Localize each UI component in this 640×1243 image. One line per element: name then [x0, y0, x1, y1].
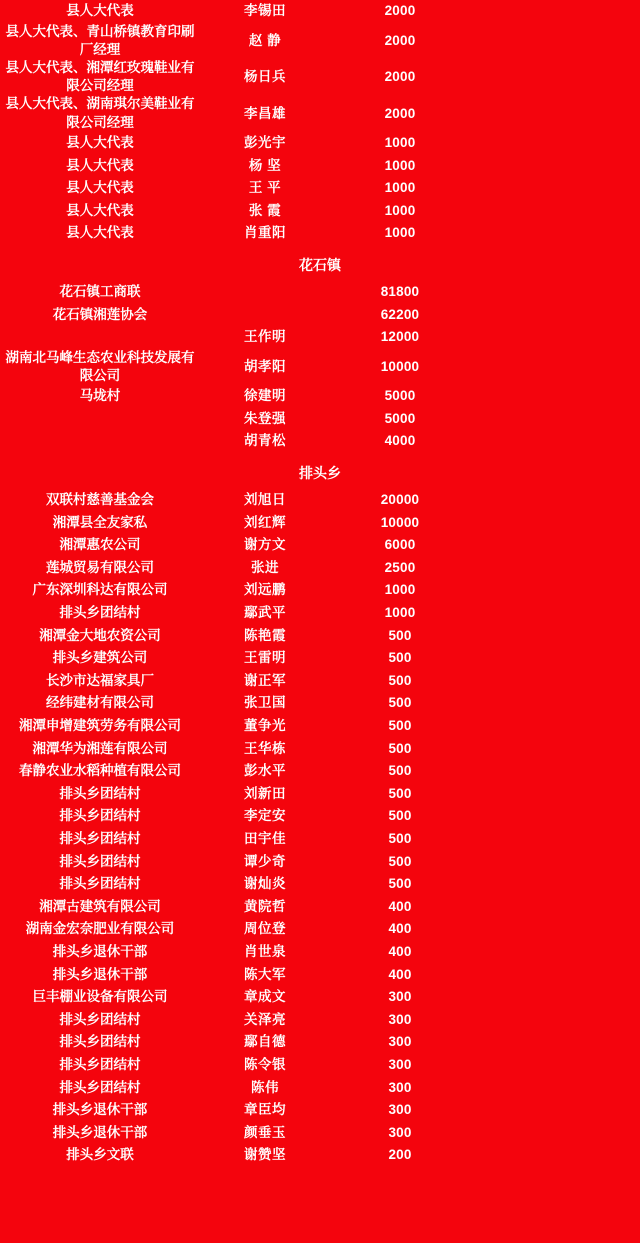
row-trailing-space [470, 281, 640, 304]
donor-organization: 排头乡建筑公司 [52, 650, 148, 666]
table-row [0, 430, 640, 453]
row-trailing-space [470, 303, 640, 326]
donor-name: 王雷明 [244, 650, 286, 666]
donation-amount: 300 [388, 989, 412, 1005]
donor-organization: 县人大代表 [66, 225, 134, 241]
donor-name: 胡孝阳 [244, 358, 286, 374]
donation-amount: 10000 [380, 358, 420, 374]
donor-organization: 排头乡团结村 [59, 605, 141, 621]
table-row [0, 95, 640, 131]
donation-amount: 2000 [384, 3, 416, 19]
donation-amount: 200 [388, 1147, 412, 1163]
donation-amount: 500 [388, 853, 412, 869]
table-row [0, 1031, 640, 1054]
row-trailing-space [470, 385, 640, 408]
row-trailing-space [470, 0, 640, 23]
table-row [0, 557, 640, 580]
row-trailing-space [470, 222, 640, 245]
row-trailing-space [470, 326, 640, 349]
donation-amount: 81800 [380, 284, 420, 300]
donation-amount: 500 [388, 876, 412, 892]
donor-organization: 春静农业水稻种植有限公司 [19, 763, 181, 779]
donor-name: 谭少奇 [244, 853, 286, 869]
table-row [0, 737, 640, 760]
table-row [0, 1054, 640, 1077]
donor-name: 田宇佳 [244, 830, 286, 846]
row-trailing-space [470, 489, 640, 512]
row-trailing-space [470, 647, 640, 670]
donation-amount: 1000 [384, 225, 416, 241]
table-row [0, 918, 640, 941]
section-title: 花石镇 [299, 257, 341, 274]
donor-name: 刘新田 [244, 785, 286, 801]
donor-organization [0, 408, 200, 431]
row-trailing-space [470, 579, 640, 602]
donor-organization: 排头乡团结村 [59, 1079, 141, 1095]
donor-name: 刘远鹏 [244, 582, 286, 598]
table-row [0, 624, 640, 647]
table-row [0, 0, 640, 23]
donor-organization: 排头乡退休干部 [52, 1102, 148, 1118]
row-trailing-space [470, 602, 640, 625]
donation-amount: 1000 [384, 157, 416, 173]
donor-name: 胡青松 [244, 433, 286, 449]
row-trailing-space [470, 873, 640, 896]
donor-organization [0, 430, 200, 453]
row-trailing-space [470, 986, 640, 1009]
donor-organization: 排头乡团结村 [59, 1034, 141, 1050]
donor-name: 肖世泉 [244, 943, 286, 959]
donor-name: 刘旭日 [244, 492, 286, 508]
donor-name: 彭光宇 [244, 135, 286, 151]
table-row [0, 670, 640, 693]
row-trailing-space [470, 715, 640, 738]
row-trailing-space [470, 1099, 640, 1122]
donor-organization: 县人大代表 [66, 135, 134, 151]
row-trailing-space [470, 430, 640, 453]
row-trailing-space [470, 692, 640, 715]
donation-amount: 400 [388, 921, 412, 937]
row-trailing-space [470, 408, 640, 431]
table-row [0, 385, 640, 408]
donor-name: 陈艳霞 [244, 627, 286, 643]
donor-organization: 经纬建材有限公司 [46, 695, 154, 711]
donor-organization: 双联村慈善基金会 [46, 492, 154, 508]
donor-name: 朱登强 [244, 410, 286, 426]
row-trailing-space [470, 941, 640, 964]
table-row [0, 177, 640, 200]
donor-organization: 巨丰棚业设备有限公司 [32, 989, 168, 1005]
row-trailing-space [470, 59, 640, 95]
donation-amount: 5000 [384, 410, 416, 426]
table-row [0, 132, 640, 155]
row-trailing-space [470, 670, 640, 693]
donor-name [200, 281, 330, 304]
donor-name: 肖重阳 [244, 225, 286, 241]
donor-name: 陈令银 [244, 1056, 286, 1072]
section-header-row [0, 453, 640, 489]
donor-organization: 县人大代表 [66, 202, 134, 218]
row-trailing-space [470, 132, 640, 155]
donation-amount: 1000 [384, 180, 416, 196]
donation-amount: 300 [388, 1034, 412, 1050]
donation-amount: 300 [388, 1102, 412, 1118]
row-trailing-space [470, 624, 640, 647]
donation-amount: 10000 [380, 514, 420, 530]
donor-organization: 排头乡团结村 [59, 830, 141, 846]
donor-name: 李昌雄 [244, 105, 286, 121]
donor-organization: 广东深圳科达有限公司 [32, 582, 168, 598]
table-row [0, 579, 640, 602]
row-trailing-space [470, 783, 640, 806]
donation-amount: 500 [388, 627, 412, 643]
donation-amount: 500 [388, 672, 412, 688]
table-row [0, 408, 640, 431]
donation-amount: 500 [388, 718, 412, 733]
donor-name: 王华栋 [244, 740, 286, 756]
donor-organization: 排头乡团结村 [59, 808, 141, 824]
donor-organization: 排头乡退休干部 [52, 966, 148, 982]
donor-organization: 排头乡文联 [66, 1147, 134, 1163]
donation-amount: 1000 [384, 582, 416, 598]
donor-name: 周位登 [244, 921, 286, 937]
table-row [0, 1122, 640, 1145]
row-trailing-space [470, 534, 640, 557]
row-trailing-space [470, 1009, 640, 1032]
donor-name: 陈大军 [244, 966, 286, 982]
table-row [0, 489, 640, 512]
row-trailing-space [470, 177, 640, 200]
table-row [0, 1009, 640, 1032]
row-trailing-space [470, 1054, 640, 1077]
donation-amount: 400 [388, 966, 412, 982]
donor-name: 颜垂玉 [244, 1124, 286, 1140]
donor-organization: 莲城贸易有限公司 [46, 559, 154, 575]
donor-name: 刘红辉 [244, 514, 286, 530]
table-row [0, 511, 640, 534]
donor-name: 王 平 [248, 180, 282, 196]
row-trailing-space [470, 1076, 640, 1099]
donor-name: 鄢武平 [244, 605, 286, 621]
table-row [0, 349, 640, 385]
donation-amount: 6000 [384, 537, 416, 553]
donor-name: 谢方文 [244, 537, 286, 553]
table-row [0, 896, 640, 919]
donation-amount: 62200 [380, 306, 420, 322]
row-trailing-space [470, 850, 640, 873]
row-trailing-space [470, 349, 640, 385]
donation-amount: 20000 [380, 492, 420, 508]
donation-amount: 5000 [384, 388, 416, 404]
table-row [0, 963, 640, 986]
table-row [0, 873, 640, 896]
row-trailing-space [470, 805, 640, 828]
donation-amount: 500 [388, 808, 412, 824]
donor-organization: 长沙市达福家具厂 [46, 672, 154, 688]
donor-organization: 排头乡团结村 [59, 876, 141, 892]
donor-name: 张进 [251, 559, 279, 575]
donation-amount: 4000 [384, 433, 416, 449]
donor-organization: 湘潭惠农公司 [59, 537, 141, 553]
donation-amount: 1000 [384, 605, 416, 621]
row-trailing-space [470, 963, 640, 986]
table-row [0, 783, 640, 806]
table-row [0, 303, 640, 326]
donor-name: 关泽亮 [244, 1011, 286, 1027]
donor-organization: 县人大代表、湖南琪尔美鞋业有限公司经理 [5, 96, 195, 130]
donation-amount: 300 [388, 1011, 412, 1027]
donor-name: 黄院哲 [244, 898, 286, 914]
donation-amount: 300 [388, 1079, 412, 1095]
donor-name: 杨日兵 [244, 69, 286, 85]
donor-name: 章臣均 [244, 1102, 286, 1118]
table-row [0, 155, 640, 178]
row-trailing-space [470, 95, 640, 131]
table-row [0, 1076, 640, 1099]
donor-organization: 县人大代表 [66, 180, 134, 196]
donor-name: 彭水平 [244, 763, 286, 779]
table-row [0, 941, 640, 964]
table-row [0, 805, 640, 828]
donation-amount: 12000 [380, 329, 420, 345]
table-row [0, 59, 640, 95]
donation-amount: 500 [388, 650, 412, 666]
table-row [0, 715, 640, 738]
donor-name: 章成文 [244, 989, 286, 1005]
donor-name: 王作明 [244, 329, 286, 345]
row-trailing-space [470, 511, 640, 534]
donor-name: 陈伟 [251, 1079, 279, 1095]
section-header-row [0, 245, 640, 281]
donor-organization: 排头乡团结村 [59, 1056, 141, 1072]
section-title: 排头乡 [299, 465, 341, 482]
donor-organization: 花石镇工商联 [59, 284, 141, 300]
donor-name: 谢正军 [244, 672, 286, 688]
donor-organization: 县人大代表 [66, 3, 134, 19]
table-row [0, 692, 640, 715]
table-row [0, 534, 640, 557]
row-trailing-space [470, 737, 640, 760]
row-trailing-space [470, 23, 640, 59]
donation-amount: 2500 [384, 559, 416, 575]
table-row [0, 828, 640, 851]
donor-name: 谢灿炎 [244, 876, 286, 892]
donor-organization: 湘潭华为湘莲有限公司 [32, 740, 168, 756]
table-row [0, 1099, 640, 1122]
donor-name: 谢赞坚 [244, 1147, 286, 1163]
table-row [0, 281, 640, 304]
donation-amount: 500 [388, 785, 412, 801]
donation-amount: 300 [388, 1056, 412, 1072]
donor-organization: 县人大代表、青山桥镇教育印刷厂经理 [5, 23, 195, 57]
donor-organization: 排头乡团结村 [59, 1011, 141, 1027]
donor-name: 张卫国 [244, 695, 286, 711]
donation-amount: 2000 [384, 69, 416, 85]
donor-organization: 马垅村 [79, 388, 121, 404]
donation-amount: 500 [388, 830, 412, 846]
table-row [0, 647, 640, 670]
donation-amount: 300 [388, 1124, 412, 1140]
donor-name: 鄢自德 [244, 1034, 286, 1050]
row-trailing-space [470, 760, 640, 783]
table-row [0, 850, 640, 873]
donor-organization: 县人大代表、湘潭红玫瑰鞋业有限公司经理 [5, 60, 195, 94]
row-trailing-space [470, 1122, 640, 1145]
donor-name: 李锡田 [244, 3, 286, 19]
row-trailing-space [470, 828, 640, 851]
donor-name: 徐建明 [244, 388, 286, 404]
row-trailing-space [470, 918, 640, 941]
donation-amount: 400 [388, 943, 412, 959]
row-trailing-space [470, 557, 640, 580]
donor-name: 赵 静 [248, 32, 282, 48]
donation-amount: 1000 [384, 135, 416, 151]
donor-organization: 县人大代表 [66, 157, 134, 173]
donor-organization: 排头乡退休干部 [52, 1124, 148, 1140]
donation-amount: 2000 [384, 32, 416, 48]
table-row [0, 200, 640, 223]
donor-name: 杨 坚 [248, 157, 282, 173]
table-row [0, 222, 640, 245]
donor-organization: 排头乡退休干部 [52, 943, 148, 959]
donor-organization: 湖南北马峰生态农业科技发展有限公司 [5, 349, 195, 383]
row-trailing-space [470, 896, 640, 919]
table-row [0, 986, 640, 1009]
donor-organization: 排头乡团结村 [59, 853, 141, 869]
table-row [0, 760, 640, 783]
table-row [0, 23, 640, 59]
donor-organization: 湘潭古建筑有限公司 [39, 898, 161, 914]
donor-organization: 湖南金宏奈肥业有限公司 [25, 921, 175, 937]
donor-organization: 排头乡团结村 [59, 785, 141, 801]
donor-organization: 湘潭金大地农资公司 [39, 627, 161, 643]
donor-organization: 湘潭县全友家私 [52, 514, 148, 530]
table-row [0, 602, 640, 625]
donor-organization: 花石镇湘莲协会 [52, 306, 148, 322]
donor-name: 张 霞 [248, 202, 282, 218]
table-row [0, 326, 640, 349]
table-row [0, 1144, 640, 1167]
donation-amount: 400 [388, 898, 412, 914]
donor-name: 董争光 [244, 718, 286, 733]
donor-name: 李定安 [244, 808, 286, 824]
row-trailing-space [470, 1144, 640, 1167]
donation-amount: 500 [388, 763, 412, 779]
row-trailing-space [470, 155, 640, 178]
row-trailing-space [470, 200, 640, 223]
donation-amount: 2000 [384, 105, 416, 121]
donor-organization: 湘潭申增建筑劳务有限公司 [19, 718, 181, 733]
row-trailing-space [470, 1031, 640, 1054]
donor-name [200, 303, 330, 326]
donation-amount: 500 [388, 695, 412, 711]
donor-organization [0, 326, 200, 349]
donation-amount: 500 [388, 740, 412, 756]
donation-amount: 1000 [384, 202, 416, 218]
